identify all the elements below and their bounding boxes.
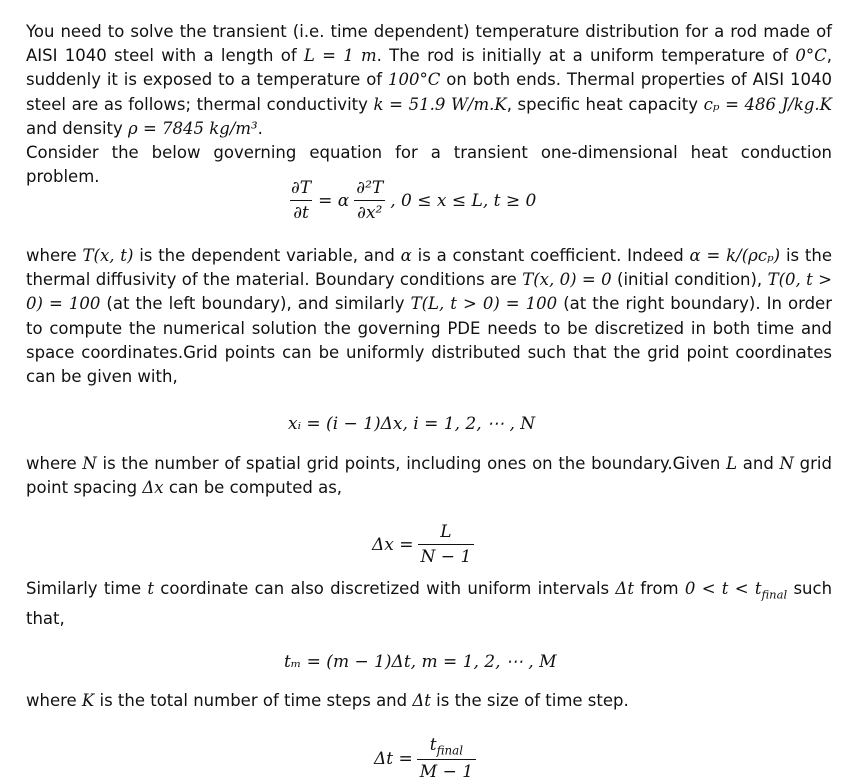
governing-equation-intro: Consider the below governing equation for a transient one-dimensional heat conduction problem. [26,143,832,187]
math-density: ρ = 7845 kg/m³ [128,118,258,138]
space-derivative-fraction: $\frac{\text{∂²T}}{\text{∂x²}}$ [353,178,386,223]
grid-spacing-equation: Δx = $\frac{L}{N - 1}$ [372,522,478,567]
time-coordinate-equation: tₘ = (m − 1)Δt, m = 1, 2, ⋯ , M [284,652,557,672]
time-step-equation: Δt = $\frac{t_{final}}{M - 1}$ [374,735,480,782]
time-step-fraction: $\frac{t_{final}}{M - 1}$ [417,735,476,782]
math-heat-capacity: cₚ = 486 J/kg.K [703,94,832,114]
math-length: L = 1 m [303,46,377,66]
grid-coordinate-equation: xᵢ = (i − 1)Δx, i = 1, 2, ⋯ , N [288,414,536,434]
variables-paragraph: where T(x, t) is the dependent variable, and α is a constant coefficient. Indeed α = k/(ρcₚ) is the thermal diffusivity of the material. Boundary conditions are T(x, 0) = 0 (initial condition), T(0, t > 0) = 100 (at the left boundary), and similarly T(L, t > 0) = 100 (at the right boundary). In order to compute the numerical solution the governing PDE needs to be discretized in both time and space coordinates.Grid points can be uniformly distributed such that the grid point coordinates can be given with, [26,246,833,387]
governing-equation: $\frac{\partial T}{\partial t}$ = α $\frac{\text{∂²T}}{\text{∂x²}}$ , 0 ≤ x ≤ L, t ≥ 0 [284,178,536,223]
time-step-paragraph: where K is the total number of time steps and Δt is the size of time step. [26,691,629,710]
math-conductivity: k = 51.9 W/m.K [373,94,507,114]
math-boundary-temp: 100°C [388,70,441,90]
problem-statement-paragraph: You need to solve the transient (i.e. time dependent) temperature distribution for a rod made of AISI 1040 steel with a length of L = 1 m. The rod is initially at a uniform temperature of 0°C, suddenly it is exposed to a temperature of 100°C on both ends. Thermal properties of AISI 1040 steel are as follows; thermal conductivity k = 51.9 W/m.K, specific heat capacity cₚ = 486 J/kg.K and density ρ = 7845 kg/m³. Consider the below governing equation for a transient one-dimensional heat conduction problem. [26,22,832,187]
time-discretization-paragraph: Similarly time t coordinate can also discretized with uniform intervals Δt from $0 < t < t_{final}$ such that, [26,579,833,628]
grid-spacing-paragraph: where N is the number of spatial grid points, including ones on the boundary.Given L and N grid point spacing Δx can be computed as, [26,454,832,498]
grid-spacing-fraction: $\frac{L}{N - 1}$ [418,522,475,567]
math-initial-temp: 0°C [795,46,827,66]
time-derivative-fraction: $\frac{\partial T}{\partial t}$ [291,178,312,223]
